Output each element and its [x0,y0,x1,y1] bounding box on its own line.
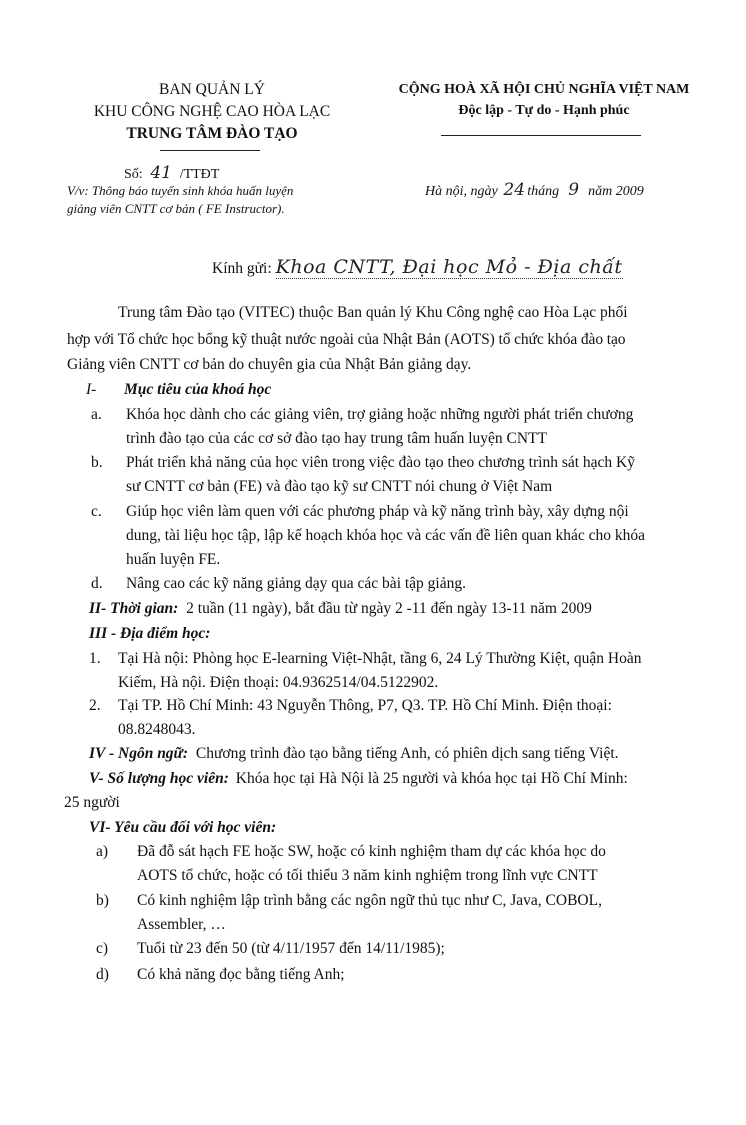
org-parent: BAN QUẢN LÝ [159,81,265,98]
section-1-item-line: trình đào tạo của các cơ sở đào tạo hay trung tâm huấn luyện CNTT [126,430,547,447]
section-4-title: IV - Ngôn ngữ: [89,745,189,762]
national-motto: Độc lập - Tự do - Hạnh phúc [458,103,630,118]
section-4 [89,745,619,763]
issue-date [425,180,644,200]
date-month-handwritten: 9 [568,180,580,200]
section-4-text: Chương trình đào tạo bằng tiếng Anh, có phiên dịch sang tiếng Việt. [195,745,619,762]
section-6-item-label: d) [96,966,109,983]
section-3-item-line: Tại TP. Hồ Chí Minh: 43 Nguyễn Thông, P7, Q3. TP. Hồ Chí Minh. Điện thoại: [118,697,612,714]
section-2-title: II- Thời gian: [89,600,179,617]
section-1-number: I- [86,381,97,398]
section-1-item-label: b. [91,454,103,471]
intro-line-3: Giảng viên CNTT cơ bản do chuyên gia của Nhật Bản giảng dạy. [67,356,472,373]
org-unit: TRUNG TÂM ĐÀO TẠO [126,125,298,142]
section-1-item-line: dung, tài liệu học tập, lập kế hoạch khóa học và các vấn đề liên quan khác cho khóa [126,527,646,544]
section-1-item-line: Nâng cao các kỹ năng giảng dạy qua các bài tập giảng. [126,575,466,592]
section-2 [89,600,592,618]
header-left-underline [160,150,260,151]
section-1-item-line: Phát triển khả năng của học viên trong việc đào tạo theo chương trình sát hạch Kỹ [126,454,636,471]
section-5-title: V- Số lượng học viên: [89,770,229,787]
section-1-item-label: d. [91,575,103,592]
doc-number-suffix: /TTĐT [179,167,220,182]
date-month-label: tháng [527,184,560,199]
date-prefix: Hà nội, ngày [425,184,498,199]
section-3-item-line: Kiếm, Hà nội. Điện thoại: 04.9362514/04.5122902. [118,674,439,691]
doc-number-handwritten: 41 [150,163,172,183]
section-1-item-line: sư CNTT cơ bản (FE) và đào tạo kỹ sư CNTT nói chung ở Việt Nam [126,478,553,495]
section-1-item-label: a. [91,406,102,423]
section-1-item-line: huấn luyện FE. [126,551,221,568]
section-3-item-line: Tại Hà nội: Phòng học E-learning Việt-Nhật, tầng 6, 24 Lý Thường Kiệt, quận Hoàn [118,650,642,667]
section-6-item-line: AOTS tổ chức, hoặc có tối thiểu 3 năm kinh nghiệm trong lĩnh vực CNTT [137,867,598,884]
section-6-item-line: Assembler, … [137,916,226,933]
section-6-item-label: b) [96,892,109,909]
section-1-item-line: Khóa học dành cho các giảng viên, trợ giảng hoặc những người phát triển chương [126,406,634,423]
intro-line-1: Trung tâm Đào tạo (VITEC) thuộc Ban quản lý Khu Công nghệ cao Hòa Lạc phối [118,304,628,321]
date-year: năm 2009 [588,184,644,199]
doc-number-prefix: Số: [124,167,143,182]
section-3-item-label: 2. [89,697,101,714]
national-title: CỘNG HOÀ XÃ HỘI CHỦ NGHĨA VIỆT NAM [398,82,690,97]
section-2-text: 2 tuần (11 ngày), bắt đầu từ ngày 2 -11 đến ngày 13-11 năm 2009 [186,600,592,617]
section-1-title: Mục tiêu của khoá học [124,381,272,398]
subject-line-2: giảng viên CNTT cơ bản ( FE Instructor). [67,201,285,216]
section-5-text: Khóa học tại Hà Nội là 25 người và khóa học tại Hồ Chí Minh: [235,770,628,787]
recipient-handwritten: Khoa CNTT, Đại học Mỏ - Địa chất [275,256,623,278]
section-6-title: VI- Yêu cầu đối với học viên: [89,819,277,836]
section-6-item-line: Tuổi từ 23 đến 50 (từ 4/11/1957 đến 14/11/1985); [137,940,445,957]
intro-line-2: hợp với Tổ chức học bổng kỹ thuật nước ngoài của Nhật Bản (AOTS) tổ chức khóa đào tạo [67,331,626,348]
subject-line-1: V/v: Thông báo tuyển sinh khóa huấn luyện [67,183,294,198]
section-5-text-continued: 25 người [64,794,120,811]
date-day-handwritten: 24 [503,180,526,200]
section-6-item-label: c) [96,940,109,957]
org-name: KHU CÔNG NGHỆ CAO HÒA LẠC [93,103,331,120]
section-6-item-line: Có khả năng đọc bằng tiếng Anh; [137,966,345,983]
doc-number [124,163,219,183]
section-3-title: III - Địa điểm học: [89,625,211,642]
section-3-item-line: 08.8248043. [118,721,196,738]
header-right-underline [441,135,641,136]
section-5 [89,770,628,788]
recipient [212,256,623,278]
section-1-item-line: Giúp học viên làm quen với các phương pháp và kỹ năng trình bày, xây dựng nội [126,503,629,520]
recipient-label: Kính gửi: [212,260,272,277]
section-1-item-label: c. [91,503,102,520]
section-6-item-label: a) [96,843,109,860]
section-6-item-line: Có kinh nghiệm lập trình bằng các ngôn ngữ thủ tục như C, Java, COBOL, [137,892,602,909]
section-6-item-line: Đã đỗ sát hạch FE hoặc SW, hoặc có kinh nghiệm tham dự các khóa học do [137,843,606,860]
section-3-item-label: 1. [89,650,101,667]
